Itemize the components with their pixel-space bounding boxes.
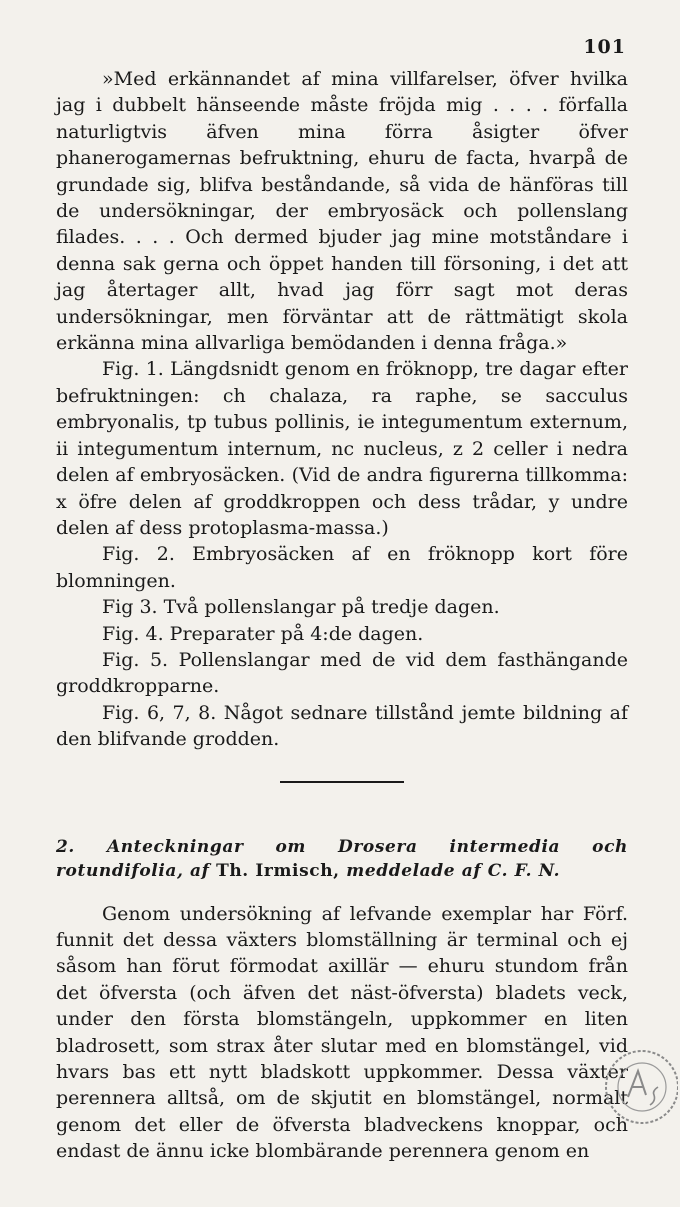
- section-divider: [280, 781, 404, 783]
- section-author: Th. Irmisch,: [216, 860, 340, 881]
- body-paragraph: Genom undersökning af lefvande exemplar har Förf. funnit det dessa växters blomställning är terminal och ej såsom han förut förmodat axillär — ehuru stundom från det öfversta (och äfven det näst-öfversta) bladets veck, under den första blomstängeln, uppkommer en liten bladrosett, som strax åter slutar med en blomstängel, vid hvars bas ett nytt bladskott uppkommer. Dessa växter perennera alltså, om de skjutit en blomstängel, normalt genom det eller de öfversta bladveckens knoppar, och endast de ännu icke blombärande perennera genom en: [56, 902, 628, 1163]
- figure-caption-5: Fig. 5. Pollenslangar med de vid dem fasthängande groddkropparne.: [56, 648, 628, 698]
- section-title: Anteckningar om Drosera intermedia och rotundifolia, af: [56, 836, 628, 881]
- library-stamp-icon: [594, 1045, 678, 1129]
- page-body: [56, 66, 628, 1165]
- quote-paragraph: »Med erkännandet af mina villfarelser, öfver hvilka jag i dubbelt hänseende måste fröjda mig . . . . förfalla naturligtvis äfven mina förra åsigter öfver phanerogamernas befruktning, ehuru de facta, hvarpå de grundade sig, blifva beståndande, så vida de hänföras till de undersökningar, der embryosäck och pollenslang filades. . . . Och dermed bjuder jag mine motståndare i denna sak gerna och öppet handen till försoning, i det att jag återtager allt, hvad jag förr sagt mot deras undersökningar, men förväntar att de rättmätigt skola erkänna mina allvarliga bemödanden i denna fråga.»: [56, 68, 628, 355]
- section-suffix: meddelade af C. F. N.: [346, 860, 561, 881]
- figure-caption-2: Fig. 2. Embryosäcken af en fröknopp kort före blomningen.: [56, 543, 628, 592]
- figure-caption-6-8: Fig. 6, 7, 8. Något sednare tillstånd jemte bildning af den blifvande grodden.: [56, 701, 628, 751]
- figure-caption-3: Fig 3. Två pollenslangar på tredje dagen.: [102, 596, 500, 619]
- section-number: 2.: [56, 836, 75, 857]
- figure-caption-1: Fig. 1. Längdsnidt genom en fröknopp, tre dagar efter befruktningen: ch chalaza, ra raphe, se sacculus embryonalis, tp tubus pollinis, ie integumentum externum, ii integumentum internum, nc nucleus, z 2 celler i nedra delen af embryosäcken. (Vid de andra figurerna tillkomma: x öfre delen af groddkroppen och dess trådar, y undre delen af dess protoplasma-massa.): [56, 358, 628, 539]
- page-number: 101: [583, 36, 626, 58]
- section-heading: [56, 835, 628, 883]
- figure-caption-4: Fig. 4. Preparater på 4:de dagen.: [102, 622, 424, 645]
